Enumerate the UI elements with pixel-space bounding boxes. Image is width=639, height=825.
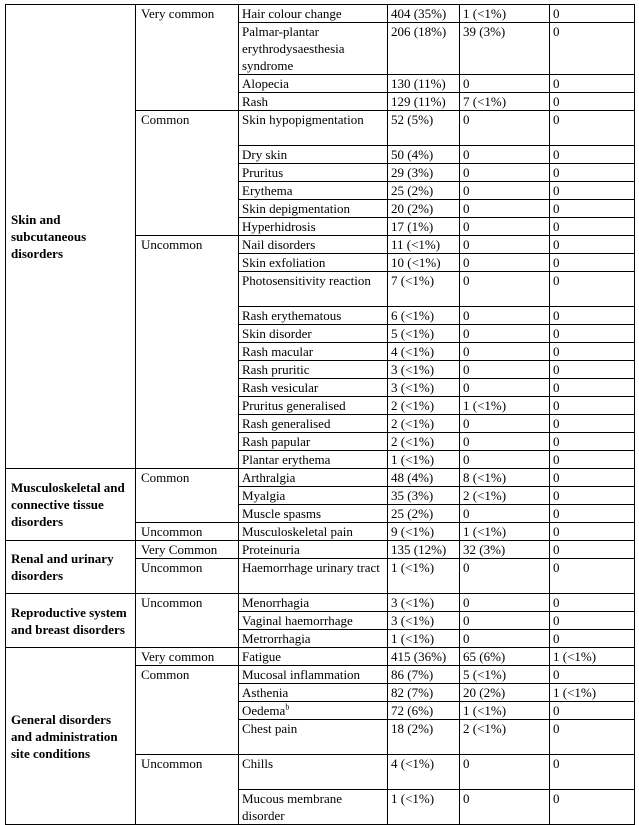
grade-3-cell: 0 [460, 164, 550, 182]
all-grades-cell: 130 (11%) [388, 75, 460, 93]
grade-3-cell: 1 (<1%) [460, 397, 550, 415]
frequency-cell: Very common [136, 5, 239, 111]
all-grades-cell: 18 (2%) [388, 720, 460, 755]
grade-3-cell: 0 [460, 594, 550, 612]
adverse-reaction-cell [239, 469, 388, 487]
all-grades-cell: 50 (4%) [388, 146, 460, 164]
frequency-cell: Common [136, 111, 239, 236]
system-organ-class-cell: Musculoskeletal and connective tissue disorders [6, 469, 136, 541]
adverse-reaction-term: Pruritus generalised [242, 398, 346, 413]
grade-3-cell: 0 [460, 146, 550, 164]
grade-4-cell: 0 [550, 379, 635, 397]
all-grades-cell: 25 (2%) [388, 182, 460, 200]
frequency-cell: Very Common [136, 541, 239, 559]
grade-3-cell: 1 (<1%) [460, 523, 550, 541]
adverse-reaction-term: Metrorrhagia [242, 631, 311, 646]
table-row [6, 5, 635, 23]
grade-4-cell: 0 [550, 523, 635, 541]
all-grades-cell: 25 (2%) [388, 505, 460, 523]
adverse-reaction-cell [239, 523, 388, 541]
adverse-reaction-term: Alopecia [242, 76, 289, 91]
all-grades-cell: 3 (<1%) [388, 612, 460, 630]
grade-4-cell: 0 [550, 146, 635, 164]
adverse-reaction-term: Skin disorder [242, 326, 312, 341]
grade-3-cell: 0 [460, 755, 550, 790]
all-grades-cell: 5 (<1%) [388, 325, 460, 343]
all-grades-cell: 3 (<1%) [388, 594, 460, 612]
grade-4-cell: 0 [550, 790, 635, 825]
all-grades-cell: 2 (<1%) [388, 415, 460, 433]
adverse-reaction-cell [239, 612, 388, 630]
grade-3-cell: 8 (<1%) [460, 469, 550, 487]
system-organ-class-cell: Renal and urinary disorders [6, 541, 136, 594]
all-grades-cell: 1 (<1%) [388, 559, 460, 594]
adverse-reaction-cell [239, 541, 388, 559]
adverse-reaction-term: Rash papular [242, 434, 311, 449]
grade-4-cell: 0 [550, 720, 635, 755]
frequency-cell: Uncommon [136, 755, 239, 825]
all-grades-cell: 52 (5%) [388, 111, 460, 146]
adverse-reaction-term: Myalgia [242, 488, 286, 503]
adverse-reaction-term: Skin hypopigmentation [242, 112, 364, 127]
adverse-reaction-cell [239, 272, 388, 307]
adverse-reaction-term: Rash pruritic [242, 362, 310, 377]
grade-3-cell: 0 [460, 451, 550, 469]
all-grades-cell: 4 (<1%) [388, 755, 460, 790]
grade-3-cell: 0 [460, 343, 550, 361]
all-grades-cell: 6 (<1%) [388, 307, 460, 325]
adverse-reaction-term: Skin exfoliation [242, 255, 326, 270]
adverse-reaction-cell [239, 236, 388, 254]
adverse-reaction-term: Hyperhidrosis [242, 219, 316, 234]
adverse-reaction-cell [239, 361, 388, 379]
adverse-reaction-cell [239, 23, 388, 75]
grade-4-cell: 0 [550, 164, 635, 182]
adverse-reaction-cell [239, 307, 388, 325]
adverse-reaction-term: Arthralgia [242, 470, 296, 485]
adverse-reaction-cell [239, 75, 388, 93]
grade-3-cell: 0 [460, 111, 550, 146]
adverse-reaction-term: Rash [242, 94, 268, 109]
grade-4-cell: 0 [550, 361, 635, 379]
table-row [6, 648, 635, 666]
frequency-cell: Uncommon [136, 559, 239, 594]
frequency-cell: Uncommon [136, 594, 239, 648]
grade-3-cell: 5 (<1%) [460, 666, 550, 684]
table-row [6, 541, 635, 559]
adverse-reaction-term: Vaginal haemorrhage [242, 613, 353, 628]
grade-4-cell: 0 [550, 612, 635, 630]
all-grades-cell: 2 (<1%) [388, 397, 460, 415]
adverse-reaction-cell [239, 487, 388, 505]
adverse-reactions-table-container [5, 4, 635, 825]
all-grades-cell: 3 (<1%) [388, 361, 460, 379]
grade-3-cell: 0 [460, 218, 550, 236]
system-organ-class-cell: General disorders and administration site conditions [6, 648, 136, 825]
adverse-reaction-cell [239, 111, 388, 146]
adverse-reaction-term: Rash erythematous [242, 308, 342, 323]
grade-3-cell: 0 [460, 182, 550, 200]
grade-3-cell: 1 (<1%) [460, 5, 550, 23]
adverse-reaction-cell [239, 755, 388, 790]
adverse-reaction-cell [239, 254, 388, 272]
adverse-reaction-cell [239, 146, 388, 164]
grade-4-cell: 0 [550, 505, 635, 523]
grade-3-cell: 0 [460, 272, 550, 307]
grade-4-cell: 0 [550, 541, 635, 559]
grade-3-cell: 1 (<1%) [460, 702, 550, 720]
all-grades-cell: 17 (1%) [388, 218, 460, 236]
grade-3-cell: 0 [460, 236, 550, 254]
grade-3-cell: 20 (2%) [460, 684, 550, 702]
footnote-marker: b [285, 702, 290, 712]
all-grades-cell: 206 (18%) [388, 23, 460, 75]
adverse-reaction-cell [239, 702, 388, 720]
table-row [6, 594, 635, 612]
adverse-reaction-term: Pruritus [242, 165, 284, 180]
grade-4-cell: 1 (<1%) [550, 648, 635, 666]
grade-4-cell: 0 [550, 666, 635, 684]
adverse-reaction-cell [239, 182, 388, 200]
adverse-reaction-cell [239, 325, 388, 343]
adverse-reaction-cell [239, 164, 388, 182]
all-grades-cell: 29 (3%) [388, 164, 460, 182]
adverse-reaction-cell [239, 559, 388, 594]
adverse-reaction-term: Oedema [242, 703, 286, 718]
grade-4-cell: 0 [550, 5, 635, 23]
adverse-reaction-cell [239, 343, 388, 361]
adverse-reaction-term: Erythema [242, 183, 293, 198]
adverse-reaction-cell [239, 415, 388, 433]
table-row [6, 469, 635, 487]
adverse-reaction-cell [239, 648, 388, 666]
adverse-reaction-term: Muscle spasms [242, 506, 322, 521]
adverse-reaction-term: Rash vesicular [242, 380, 319, 395]
grade-3-cell: 2 (<1%) [460, 720, 550, 755]
adverse-reaction-term: Rash generalised [242, 416, 331, 431]
all-grades-cell: 129 (11%) [388, 93, 460, 111]
adverse-reaction-cell [239, 451, 388, 469]
grade-4-cell: 0 [550, 415, 635, 433]
adverse-reaction-cell [239, 379, 388, 397]
adverse-reaction-term: Photosensitivity reaction [242, 273, 371, 288]
system-organ-class-cell: Reproductive system and breast disorders [6, 594, 136, 648]
grade-4-cell: 0 [550, 433, 635, 451]
grade-3-cell: 0 [460, 361, 550, 379]
grade-3-cell: 0 [460, 559, 550, 594]
all-grades-cell: 1 (<1%) [388, 630, 460, 648]
grade-3-cell: 0 [460, 307, 550, 325]
adverse-reaction-cell [239, 505, 388, 523]
adverse-reaction-cell [239, 200, 388, 218]
frequency-cell: Common [136, 469, 239, 523]
grade-3-cell: 65 (6%) [460, 648, 550, 666]
adverse-reaction-cell [239, 630, 388, 648]
adverse-reaction-term: Dry skin [242, 147, 288, 162]
all-grades-cell: 3 (<1%) [388, 379, 460, 397]
grade-4-cell: 0 [550, 559, 635, 594]
grade-3-cell: 0 [460, 254, 550, 272]
adverse-reaction-cell [239, 397, 388, 415]
adverse-reaction-term: Chills [242, 756, 274, 771]
adverse-reaction-term: Nail disorders [242, 237, 316, 252]
grade-4-cell: 0 [550, 397, 635, 415]
grade-4-cell: 0 [550, 487, 635, 505]
adverse-reaction-term: Menorrhagia [242, 595, 310, 610]
frequency-cell: Uncommon [136, 523, 239, 541]
frequency-cell: Very common [136, 648, 239, 666]
grade-4-cell: 0 [550, 93, 635, 111]
grade-4-cell: 0 [550, 469, 635, 487]
table-body [6, 5, 635, 825]
all-grades-cell: 1 (<1%) [388, 451, 460, 469]
all-grades-cell: 135 (12%) [388, 541, 460, 559]
grade-3-cell: 0 [460, 75, 550, 93]
grade-4-cell: 0 [550, 755, 635, 790]
grade-3-cell: 32 (3%) [460, 541, 550, 559]
grade-3-cell: 0 [460, 433, 550, 451]
adverse-reactions-table [5, 4, 635, 825]
grade-4-cell: 0 [550, 236, 635, 254]
grade-4-cell: 0 [550, 75, 635, 93]
grade-4-cell: 0 [550, 343, 635, 361]
frequency-cell: Uncommon [136, 236, 239, 469]
grade-3-cell: 0 [460, 415, 550, 433]
adverse-reaction-cell [239, 720, 388, 755]
adverse-reaction-cell [239, 433, 388, 451]
all-grades-cell: 415 (36%) [388, 648, 460, 666]
all-grades-cell: 86 (7%) [388, 666, 460, 684]
system-organ-class-cell: Skin and subcutaneous disorders [6, 5, 136, 469]
all-grades-cell: 20 (2%) [388, 200, 460, 218]
adverse-reaction-term: Skin depigmentation [242, 201, 350, 216]
grade-3-cell: 39 (3%) [460, 23, 550, 75]
adverse-reaction-cell [239, 790, 388, 825]
adverse-reaction-term: Fatigue [242, 649, 281, 664]
frequency-cell: Common [136, 666, 239, 755]
adverse-reaction-cell [239, 93, 388, 111]
grade-3-cell: 0 [460, 325, 550, 343]
grade-4-cell: 0 [550, 200, 635, 218]
grade-3-cell: 7 (<1%) [460, 93, 550, 111]
grade-3-cell: 0 [460, 790, 550, 825]
all-grades-cell: 11 (<1%) [388, 236, 460, 254]
grade-3-cell: 2 (<1%) [460, 487, 550, 505]
grade-4-cell: 0 [550, 325, 635, 343]
all-grades-cell: 2 (<1%) [388, 433, 460, 451]
all-grades-cell: 404 (35%) [388, 5, 460, 23]
all-grades-cell: 82 (7%) [388, 684, 460, 702]
all-grades-cell: 1 (<1%) [388, 790, 460, 825]
all-grades-cell: 35 (3%) [388, 487, 460, 505]
adverse-reaction-term: Palmar-plantar erythrodysaesthesia syndrome [242, 24, 345, 73]
grade-3-cell: 0 [460, 630, 550, 648]
grade-4-cell: 0 [550, 630, 635, 648]
grade-4-cell: 0 [550, 272, 635, 307]
all-grades-cell: 48 (4%) [388, 469, 460, 487]
grade-3-cell: 0 [460, 200, 550, 218]
all-grades-cell: 9 (<1%) [388, 523, 460, 541]
adverse-reaction-term: Haemorrhage urinary tract [242, 560, 380, 575]
adverse-reaction-cell [239, 218, 388, 236]
adverse-reaction-term: Musculoskeletal pain [242, 524, 353, 539]
adverse-reaction-cell [239, 666, 388, 684]
grade-4-cell: 0 [550, 254, 635, 272]
adverse-reaction-term: Mucosal inflammation [242, 667, 361, 682]
grade-3-cell: 0 [460, 379, 550, 397]
adverse-reaction-term: Asthenia [242, 685, 289, 700]
all-grades-cell: 72 (6%) [388, 702, 460, 720]
grade-4-cell: 0 [550, 111, 635, 146]
adverse-reaction-term: Proteinuria [242, 542, 300, 557]
grade-4-cell: 0 [550, 218, 635, 236]
grade-4-cell: 0 [550, 702, 635, 720]
grade-4-cell: 0 [550, 23, 635, 75]
grade-4-cell: 0 [550, 182, 635, 200]
adverse-reaction-cell [239, 5, 388, 23]
adverse-reaction-term: Chest pain [242, 721, 298, 736]
grade-3-cell: 0 [460, 612, 550, 630]
adverse-reaction-term: Mucous membrane disorder [242, 791, 343, 823]
grade-4-cell: 0 [550, 307, 635, 325]
all-grades-cell: 10 (<1%) [388, 254, 460, 272]
grade-4-cell: 0 [550, 594, 635, 612]
grade-4-cell: 1 (<1%) [550, 684, 635, 702]
grade-4-cell: 0 [550, 451, 635, 469]
all-grades-cell: 7 (<1%) [388, 272, 460, 307]
adverse-reaction-term: Rash macular [242, 344, 314, 359]
adverse-reaction-cell [239, 684, 388, 702]
grade-3-cell: 0 [460, 505, 550, 523]
adverse-reaction-term: Hair colour change [242, 6, 342, 21]
adverse-reaction-term: Plantar erythema [242, 452, 331, 467]
adverse-reaction-cell [239, 594, 388, 612]
all-grades-cell: 4 (<1%) [388, 343, 460, 361]
